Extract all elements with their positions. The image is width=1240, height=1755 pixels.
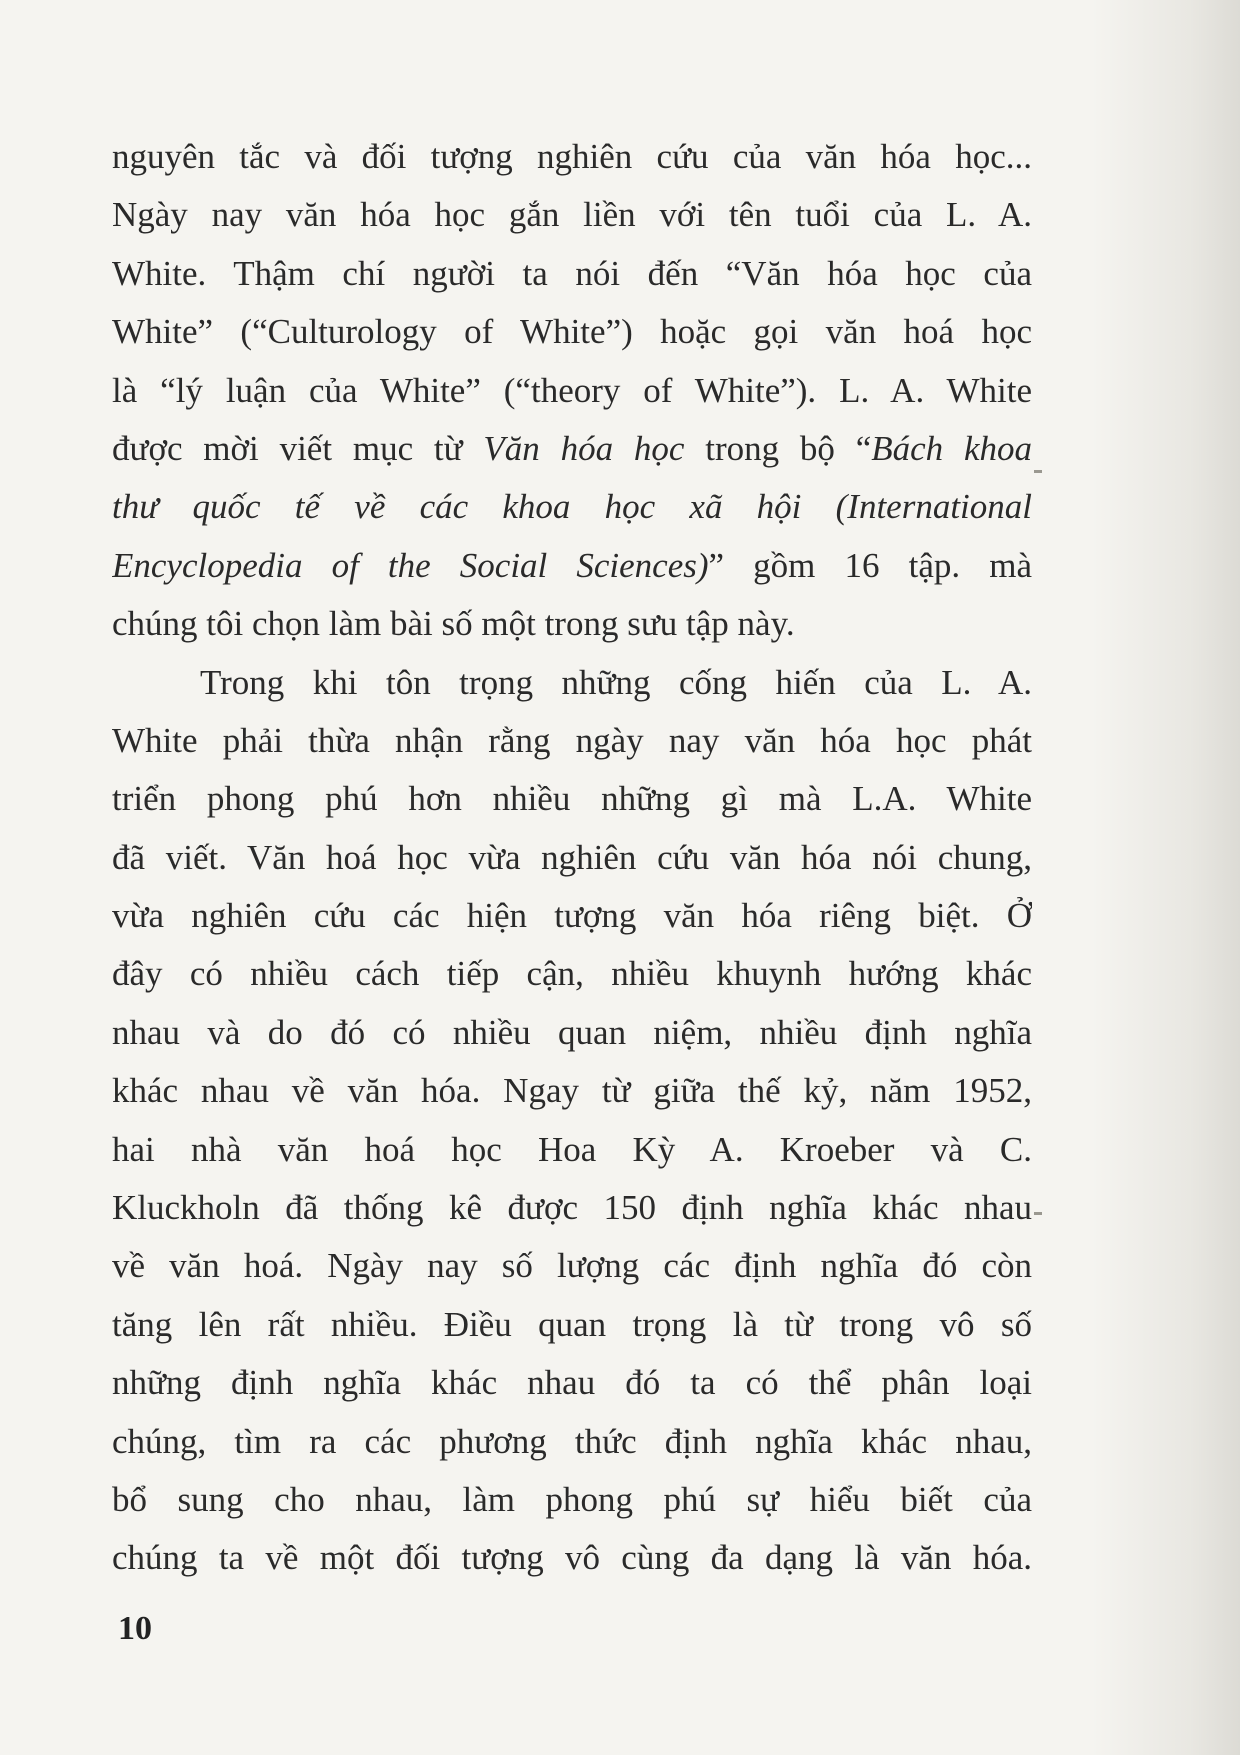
text-line (112, 303, 1032, 361)
text-line (112, 887, 1032, 945)
text-segment: những định nghĩa khác nhau đó ta có thể phân loại (112, 1363, 1032, 1403)
text-line (112, 362, 1032, 420)
text-segment: White phải thừa nhận rằng ngày nay văn hóa học phát (112, 720, 1032, 760)
text-line (112, 1354, 1032, 1412)
text-segment: Kluckholn đã thống kê được 150 định nghĩa khác nhau (112, 1188, 1032, 1228)
text-segment: tăng lên rất nhiều. Điều quan trọng là từ trong vô số (112, 1304, 1032, 1344)
text-segment: Trong khi tôn trọng những cống hiến của L. A. (200, 662, 1032, 702)
text-segment: về văn hoá. Ngày nay số lượng các định nghĩa đó còn (112, 1246, 1032, 1286)
scan-edge-mark (1034, 1212, 1042, 1215)
text-line (112, 1062, 1032, 1120)
text-segment: chúng, tìm ra các phương thức định nghĩa khác nhau, (112, 1421, 1032, 1461)
text-segment: được mời viết mục từ (112, 428, 484, 468)
text-segment: White” (“Culturology of White”) hoặc gọi văn hoá học (112, 312, 1032, 352)
text-line (112, 595, 1032, 653)
text-segment: đây có nhiều cách tiếp cận, nhiều khuynh hướng khác (112, 954, 1032, 994)
text-segment: hai nhà văn hoá học Hoa Kỳ A. Kroeber và C. (112, 1129, 1032, 1169)
text-segment: chúng ta về một đối tượng vô cùng đa dạng là văn hóa. (112, 1538, 1032, 1578)
text-line (112, 770, 1032, 828)
italic-text-segment: Encyclopedia of the Social Sciences) (112, 545, 709, 585)
text-line (112, 537, 1032, 595)
italic-text-segment: Bách khoa (871, 428, 1032, 468)
text-segment: chúng tôi chọn làm bài số một trong sưu tập này. (112, 604, 795, 644)
text-segment: triển phong phú hơn nhiều những gì mà L.A. White (112, 779, 1032, 819)
text-segment: Ngày nay văn hóa học gắn liền với tên tuổi của L. A. (112, 195, 1032, 235)
body-text (112, 128, 1032, 1588)
text-line (112, 420, 1032, 478)
text-line (112, 1413, 1032, 1471)
text-line (112, 1004, 1032, 1062)
text-segment: là “lý luận của White” (“theory of White”). L. A. White (112, 370, 1032, 410)
text-segment: nguyên tắc và đối tượng nghiên cứu của văn hóa học... (112, 137, 1032, 176)
text-line (112, 186, 1032, 244)
text-line (112, 1296, 1032, 1354)
text-line (112, 478, 1032, 536)
text-segment: khác nhau về văn hóa. Ngay từ giữa thế kỷ, năm 1952, (112, 1071, 1032, 1111)
text-line (112, 829, 1032, 887)
text-line (112, 128, 1032, 186)
italic-text-segment: thư quốc tế về các khoa học xã hội (International (112, 487, 1032, 527)
text-segment: White. Thậm chí người ta nói đến “Văn hóa học của (112, 253, 1032, 293)
text-segment: trong bộ “ (684, 428, 872, 468)
italic-text-segment: Văn hóa học (483, 428, 685, 468)
text-segment: nhau và do đó có nhiều quan niệm, nhiều định nghĩa (112, 1012, 1032, 1052)
text-line (112, 1471, 1032, 1529)
text-line (112, 654, 1032, 712)
text-line (112, 245, 1032, 303)
text-line (112, 1121, 1032, 1179)
text-line (112, 945, 1032, 1003)
scan-edge-mark (1034, 470, 1042, 473)
text-line (112, 1237, 1032, 1295)
text-line (112, 1529, 1032, 1587)
text-line (112, 712, 1032, 770)
text-segment: đã viết. Văn hoá học vừa nghiên cứu văn hóa nói chung, (112, 837, 1032, 877)
text-segment: bổ sung cho nhau, làm phong phú sự hiểu biết của (112, 1479, 1032, 1519)
page-number: 10 (118, 1610, 152, 1647)
text-segment: ” gồm 16 tập. mà (708, 545, 1032, 585)
text-line (112, 1179, 1032, 1237)
text-segment: vừa nghiên cứu các hiện tượng văn hóa riêng biệt. Ở (112, 896, 1032, 936)
